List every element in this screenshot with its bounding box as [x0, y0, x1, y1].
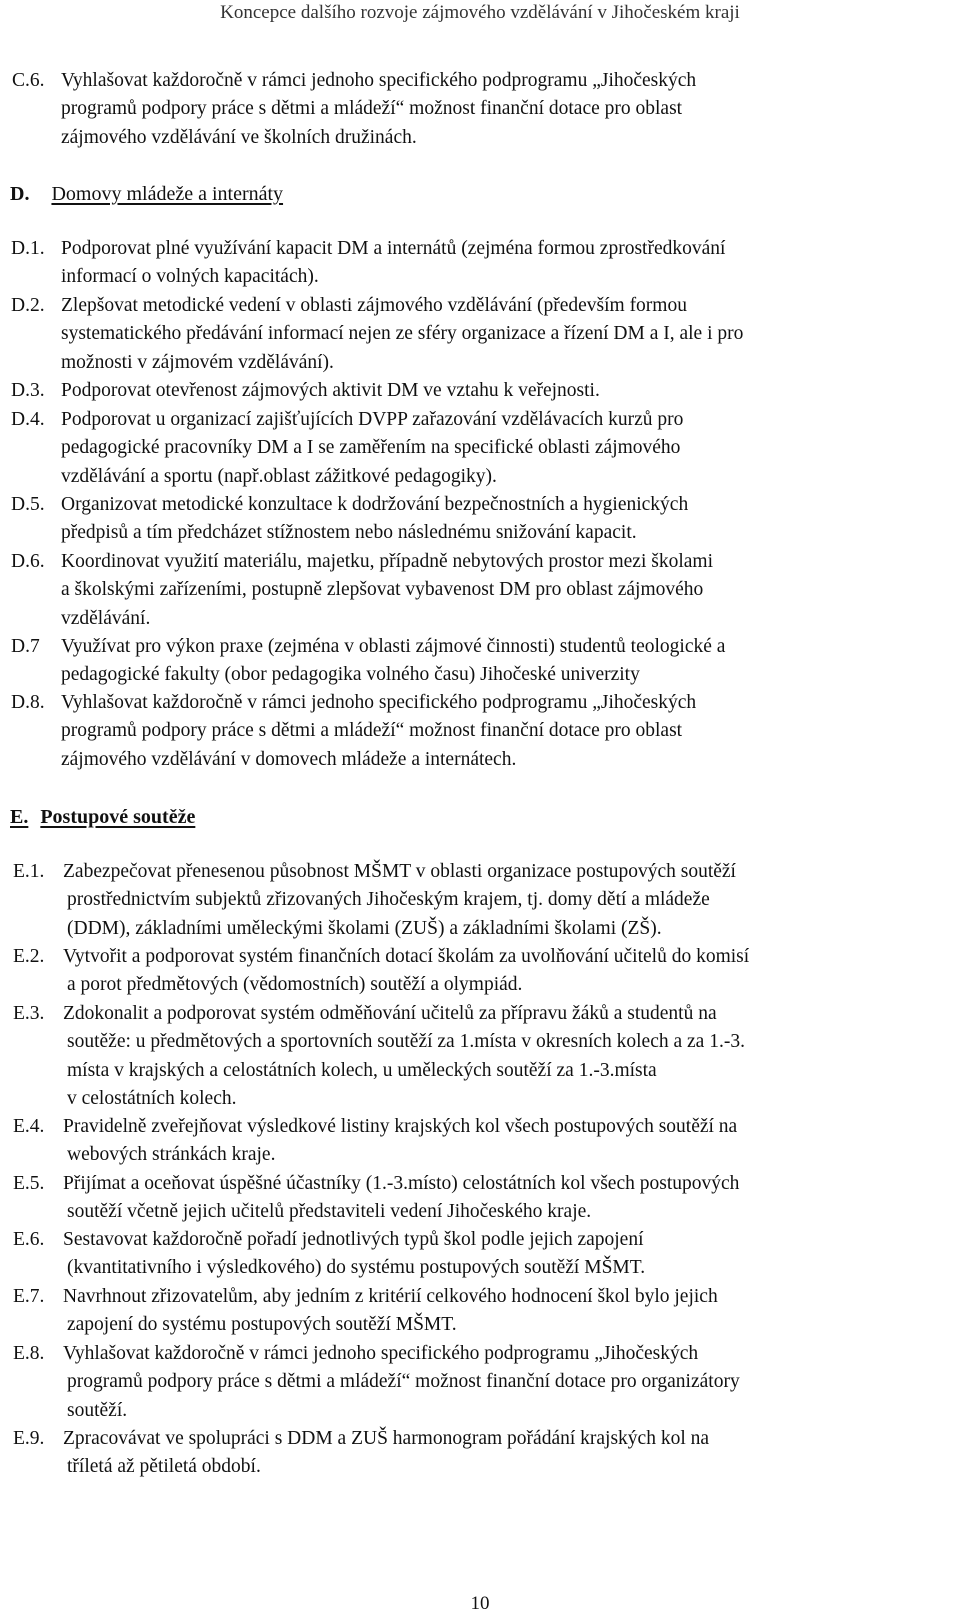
item-number: D.5. [11, 494, 45, 515]
item-text-line: Podporovat plné využívání kapacit DM a internátů (zejména formou zprostředkování [61, 238, 726, 259]
item-text-line: možnosti v zájmovém vzdělávání). [61, 351, 334, 373]
item-text-line: vzdělávání. [61, 607, 151, 629]
item-text-line: Koordinovat využití materiálu, majetku, případně nebytových prostor mezi školami [61, 551, 714, 572]
list-item-e6 [0, 1226, 645, 1283]
item-text-line: Vyhlašovat každoročně v rámci jednoho specifického podprogramu „Jihočeských [61, 70, 697, 91]
item-text-line: zájmového vzdělávání v domovech mládeže a internátech. [61, 748, 517, 770]
item-text-line: zapojení do systému postupových soutěží MŠMT. [67, 1314, 457, 1336]
item-text-line: vzdělávání a sportu (např.oblast zážitkové pedagogiky). [61, 465, 497, 487]
list-item-e4 [0, 1113, 737, 1170]
item-text-line: Pravidelně zveřejňovat výsledkové listiny krajských kol všech postupových soutěží na [63, 1116, 738, 1137]
item-text-line: soutěží. [67, 1399, 128, 1421]
item-number: E.5. [13, 1173, 45, 1194]
list-item-d5 [0, 491, 688, 548]
item-number: D.7 [11, 636, 40, 657]
section-title: Domovy mládeže a internáty [51, 183, 284, 205]
item-text-line: programů podpory práce s dětmi a mládeží“ možnost finanční dotace pro organizátory [67, 1371, 740, 1393]
item-text-line: Zabezpečovat přenesenou působnost MŠMT v oblasti organizace postupových soutěží [63, 861, 736, 882]
item-text-line: Sestavovat každoročně pořadí jednotlivých typů škol podle jejich zapojení [63, 1229, 644, 1250]
list-item-d7 [0, 633, 725, 690]
item-text-line: webových stránkách kraje. [67, 1144, 276, 1166]
item-number: E.6. [13, 1229, 45, 1250]
item-number: C.6. [12, 70, 45, 91]
item-text-line: tříletá až pětiletá období. [67, 1456, 261, 1478]
item-text-line: a porot předmětových (vědomostních) soutěží a olympiád. [67, 974, 523, 996]
list-item-e7 [0, 1283, 718, 1340]
item-text-line: Podporovat otevřenost zájmových aktivit DM ve vztahu k veřejnosti. [61, 380, 600, 401]
item-number: E.3. [13, 1003, 45, 1024]
list-item-e2 [0, 943, 749, 1000]
item-text-line: Zlepšovat metodické vedení v oblasti zájmového vzdělávání (především formou [61, 295, 687, 316]
item-text-line: Vytvořit a podporovat systém finančních dotací školám za uvolňování učitelů do komisí [63, 946, 750, 967]
item-number: D.1. [11, 238, 45, 259]
item-text-line: soutěže: u předmětových a sportovních soutěží za 1.místa v okresních kolech a za 1.-3. [67, 1031, 745, 1053]
item-text-line: Organizovat metodické konzultace k dodržování bezpečnostních a hygienických [61, 494, 689, 515]
item-number: E.2. [13, 946, 45, 967]
item-text-line: Zdokonalit a podporovat systém odměňování učitelů za přípravu žáků a studentů na [63, 1003, 717, 1024]
item-text-line: místa v krajských a celostátních kolech, u uměleckých soutěží za 1.-3.místa [67, 1059, 657, 1081]
item-text-line: zájmového vzdělávání ve školních družinách. [61, 126, 417, 148]
item-text-line: systematického předávání informací nejen ze sféry organizace a řízení DM a I, ale i pro [61, 323, 744, 345]
item-text-line: pedagogické pracovníky DM a I se zaměřením na specifické oblasti zájmového [61, 437, 681, 459]
list-item-e5 [0, 1170, 739, 1227]
item-number: E.4. [13, 1116, 45, 1137]
item-number: D.6. [11, 551, 45, 572]
section-letter: E. [10, 806, 29, 828]
item-number: D.8. [11, 692, 45, 713]
item-text-line: předpisů a tím předcházet stížnostem nebo následnému snižování kapacit. [61, 522, 637, 544]
section-heading-d [10, 180, 283, 208]
list-item-d3 [0, 377, 600, 405]
list-item-e3 [0, 1000, 745, 1113]
list-item-d8 [0, 689, 696, 774]
item-number: E.7. [13, 1286, 45, 1307]
list-item-d2 [0, 292, 743, 377]
item-number: D.2. [11, 295, 45, 316]
item-number: D.4. [11, 409, 45, 430]
section-title: Postupové soutěže [40, 806, 196, 828]
item-text-line: Podporovat u organizací zajišťujících DVPP zařazování vzdělávacích kurzů pro [61, 409, 684, 430]
item-text-line: a školskými zařízeními, postupně zlepšovat vybavenost DM pro oblast zájmového [61, 579, 704, 601]
list-item-d1 [0, 235, 725, 292]
section-letter: D. [10, 183, 30, 205]
item-text-line: Přijímat a oceňovat úspěšné účastníky (1.-3.místo) celostátních kol všech postupových [63, 1173, 740, 1194]
item-text-line: programů podpory práce s dětmi a mládeží“ možnost finanční dotace pro oblast [61, 720, 683, 742]
item-text-line: soutěží včetně jejich učitelů představiteli vedení Jihočeského kraje. [67, 1201, 592, 1223]
item-text-line: Využívat pro výkon praxe (zejména v oblasti zájmové činnosti) studentů teologické a [61, 636, 726, 657]
item-number: E.8. [13, 1343, 45, 1364]
section-heading-e [10, 803, 195, 831]
page-number: 10 [470, 1593, 490, 1614]
item-number: E.9. [13, 1428, 45, 1449]
list-item-d6 [0, 548, 713, 633]
item-text-line: prostřednictvím subjektů zřizovaných Jihočeským krajem, tj. domy dětí a mládeže [67, 889, 710, 911]
item-text-line: Vyhlašovat každoročně v rámci jednoho specifického podprogramu „Jihočeských [61, 692, 697, 713]
list-item-e1 [0, 858, 736, 943]
item-text-line: informací o volných kapacitách). [61, 266, 319, 288]
running-header: Koncepce dalšího rozvoje zájmového vzdělávání v Jihočeském kraji [220, 2, 740, 23]
item-text-line: Navrhnout zřizovatelům, aby jedním z kritérií celkového hodnocení škol bylo jejich [63, 1286, 718, 1307]
item-number: D.3. [11, 380, 45, 401]
item-text-line: Vyhlašovat každoročně v rámci jednoho specifického podprogramu „Jihočeských [63, 1343, 699, 1364]
list-item-e9 [0, 1425, 709, 1482]
item-text-line: (kvantitativního i výsledkového) do systému postupových soutěží MŠMT. [67, 1257, 646, 1279]
item-text-line: programů podpory práce s dětmi a mládeží“ možnost finanční dotace pro oblast [61, 98, 683, 120]
list-item-c6 [0, 67, 696, 152]
item-text-line: Zpracovávat ve spolupráci s DDM a ZUŠ harmonogram pořádání krajských kol na [63, 1428, 710, 1449]
item-number: E.1. [13, 861, 45, 882]
item-text-line: pedagogické fakulty (obor pedagogika volného času) Jihočeské univerzity [61, 664, 640, 686]
item-text-line: (DDM), základními uměleckými školami (ZUŠ) a základními školami (ZŠ). [67, 917, 662, 939]
list-item-d4 [0, 406, 683, 491]
list-item-e8 [0, 1340, 740, 1425]
item-text-line: v celostátních kolech. [67, 1087, 237, 1109]
